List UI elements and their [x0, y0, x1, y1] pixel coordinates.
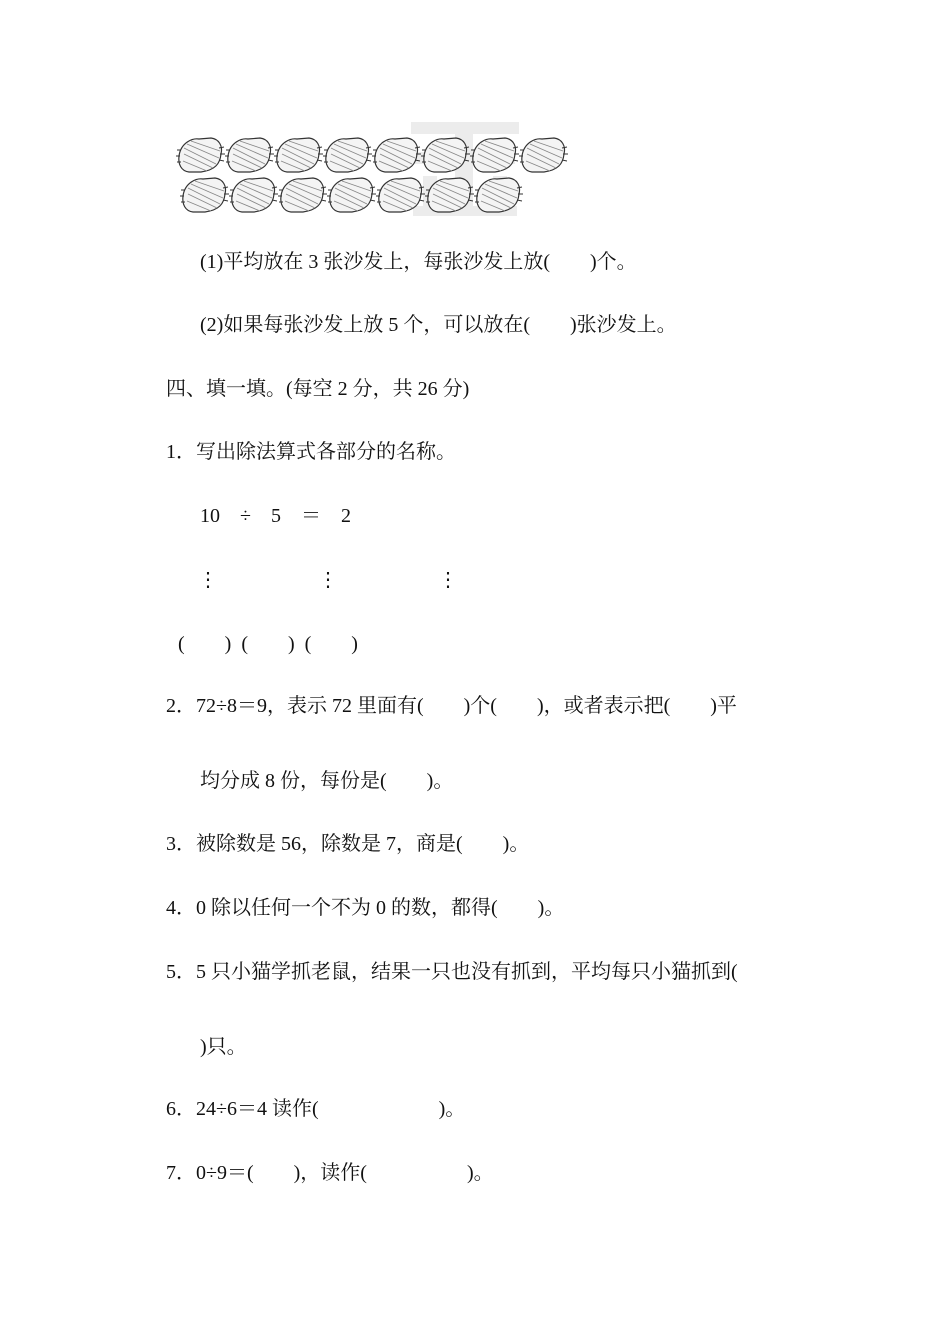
question-1: 1．写出除法算式各部分的名称。: [166, 441, 456, 463]
pillow-icon: [225, 138, 274, 172]
question-6: 6．24÷6＝4 读作( )。: [166, 1098, 466, 1120]
pillow-icon: [327, 178, 376, 212]
pillow-row-bottom: [180, 178, 523, 212]
problem-subquestion-1: (1)平均放在 3 张沙发上，每张沙发上放( )个。: [200, 251, 637, 273]
pillow-icon: [176, 138, 225, 172]
pillow-icon: [180, 178, 229, 212]
pointer-dots: ⋮ ⋮ ⋮: [198, 569, 458, 591]
pillow-row-top: [176, 138, 568, 172]
pillow-icon: [474, 178, 523, 212]
problem-subquestion-2: (2)如果每张沙发上放 5 个，可以放在( )张沙发上。: [200, 314, 677, 336]
division-equation: 10 ÷ 5 ＝ 2: [200, 505, 351, 527]
pillow-icon: [376, 178, 425, 212]
question-2-line-1: 2．72÷8＝9，表示 72 里面有( )个( )，或者表示把( )平: [166, 695, 737, 717]
question-2-line-2: 均分成 8 份，每份是( )。: [200, 770, 454, 792]
name-blanks: ( ) ( ) ( ): [178, 633, 358, 655]
pillow-icon: [372, 138, 421, 172]
section-heading: 四、填一填。(每空 2 分，共 26 分): [166, 378, 470, 400]
question-7: 7．0÷9＝( )，读作( )。: [166, 1162, 494, 1184]
pillow-icon: [278, 178, 327, 212]
pillow-icon: [425, 178, 474, 212]
question-5-line-1: 5．5 只小猫学抓老鼠，结果一只也没有抓到，平均每只小猫抓到(: [166, 961, 738, 983]
question-5-line-2: )只。: [200, 1036, 247, 1058]
question-3: 3．被除数是 56，除数是 7，商是( )。: [166, 833, 530, 855]
pillow-icon: [470, 138, 519, 172]
pillow-icon: [519, 138, 568, 172]
pillow-icon: [421, 138, 470, 172]
pillows-illustration: [175, 120, 575, 220]
question-4: 4．0 除以任何一个不为 0 的数，都得( )。: [166, 897, 565, 919]
pillow-icon: [323, 138, 372, 172]
pillow-icon: [229, 178, 278, 212]
pillow-icon: [274, 138, 323, 172]
